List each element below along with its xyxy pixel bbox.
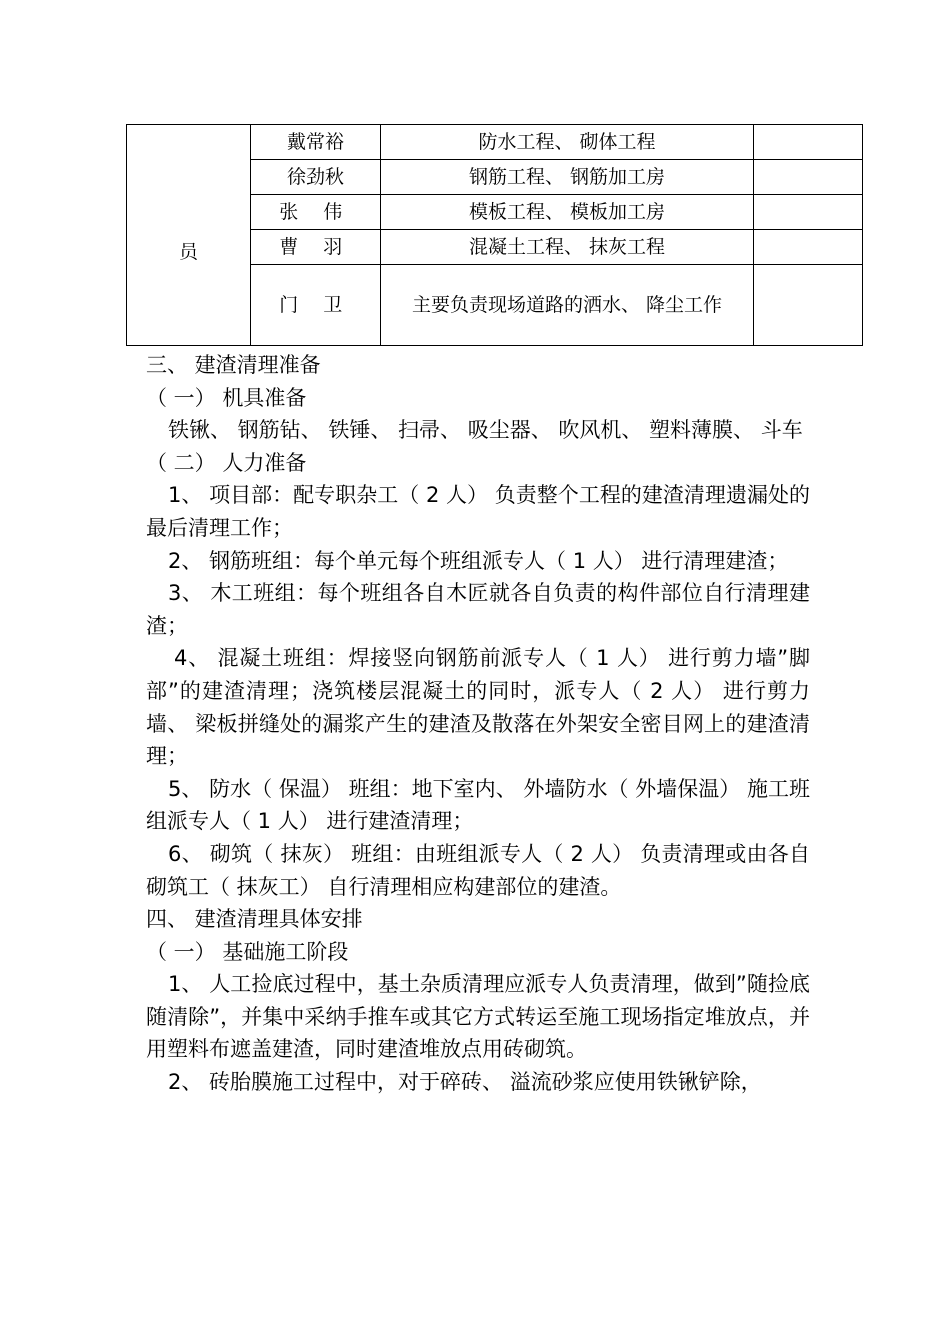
duty-cell: 防水工程、 砌体工程 xyxy=(381,125,754,160)
duty-cell: 主要负责现场道路的洒水、 降尘工作 xyxy=(381,265,754,346)
list-item: 4、 混凝土班组：焊接竖向钢筋前派专人（ 1 人） 进行剪力墙”脚部”的建渣清理；浇筑楼层混凝土的同时，派专人（ 2 人） 进行剪力墙、 梁板拼缝处的漏浆产生的建渣及散落在外架安全密目网上的建渣清理； xyxy=(146,646,810,769)
note-cell xyxy=(754,160,863,195)
duty-cell: 模板工程、 模板加工房 xyxy=(381,195,754,230)
duty-cell: 混凝土工程、 抹灰工程 xyxy=(381,230,754,265)
name-cell: 张 伟 xyxy=(251,195,381,230)
document-body xyxy=(146,349,810,1099)
list-item: 6、 砌筑（ 抹灰） 班组：由班组派专人（ 2 人） 负责清理或由各自砌筑工（ 抹灰工） 自行清理相应构建部位的建渣。 xyxy=(146,841,810,899)
list-item: 1、 人工捡底过程中，基土杂质清理应派专人负责清理，做到”随捡底随清除”，并集中采纳手推车或其它方式转运至施工现场指定堆放点，并用塑料布遮盖建渣，同时建渣堆放点用砖砌筑。 xyxy=(146,972,810,1062)
section-heading: 三、 建渣清理准备 xyxy=(146,353,321,377)
list-item: 5、 防水（ 保温） 班组：地下室内、 外墙防水（ 外墙保温） 施工班组派专人（ 1 人） 进行建渣清理； xyxy=(146,776,810,834)
paragraph: 铁锹、 钢筋钻、 铁锤、 扫帚、 吸尘器、 吹风机、 塑料薄膜、 斗车 xyxy=(168,418,803,443)
note-cell xyxy=(754,125,863,160)
note-cell xyxy=(754,195,863,230)
section-heading: 四、 建渣清理具体安排 xyxy=(146,907,363,932)
name-cell: 门 卫 xyxy=(251,265,381,346)
name-cell: 戴常裕 xyxy=(251,125,381,160)
table-row xyxy=(127,125,863,160)
role-cell: 员 xyxy=(127,125,251,346)
note-cell xyxy=(754,230,863,265)
subsection-heading: （ 一） 基础施工阶段 xyxy=(146,939,349,964)
subsection-heading: （ 二） 人力准备 xyxy=(146,450,307,475)
name-cell: 徐劲秋 xyxy=(251,160,381,195)
duty-cell: 钢筋工程、 钢筋加工房 xyxy=(381,160,754,195)
list-item: 2、 钢筋班组：每个单元每个班组派专人（ 1 人） 进行清理建渣； xyxy=(168,548,789,573)
note-cell xyxy=(754,265,863,346)
list-item: 2、 砖胎膜施工过程中，对于碎砖、 溢流砂浆应使用铁锹铲除， xyxy=(168,1070,762,1095)
subsection-heading: （ 一） 机具准备 xyxy=(146,385,307,410)
name-cell: 曹 羽 xyxy=(251,230,381,265)
staff-duty-table xyxy=(126,124,863,346)
list-item: 3、 木工班组：每个班组各自木匠就各自负责的构件部位自行清理建渣； xyxy=(146,581,810,638)
list-item: 1、 项目部：配专职杂工（ 2 人） 负责整个工程的建渣清理遗漏处的最后清理工作； xyxy=(146,483,810,540)
